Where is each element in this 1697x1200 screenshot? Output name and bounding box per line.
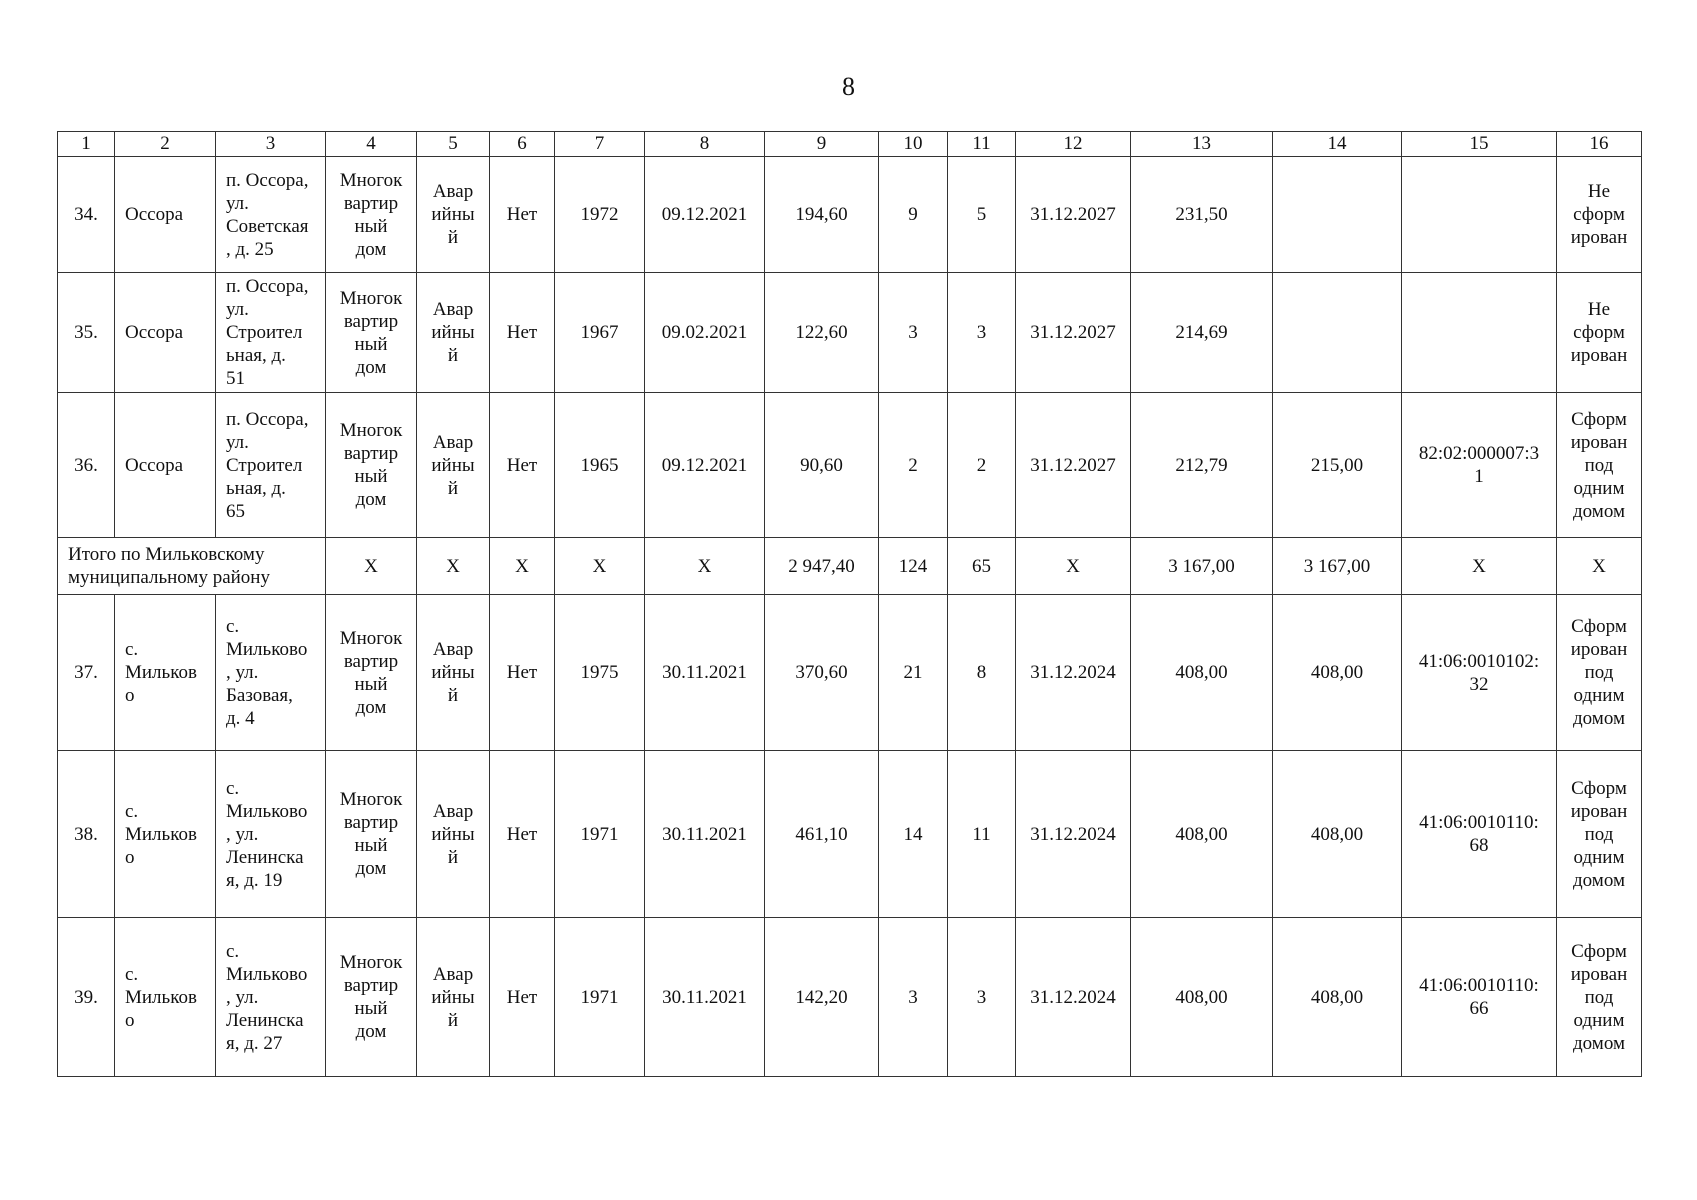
table-cell: Оссора bbox=[115, 273, 216, 393]
column-number-row bbox=[58, 132, 1642, 157]
subtotal-cell: Х bbox=[326, 538, 417, 595]
table-cell: Нет bbox=[490, 595, 555, 751]
table-cell: Не сформ ирован bbox=[1557, 157, 1642, 273]
table-cell: Авар ийны й bbox=[417, 393, 490, 538]
table-cell: Сформ ирован под одним домом bbox=[1557, 918, 1642, 1077]
table-cell: с. Мильков о bbox=[115, 595, 216, 751]
table-cell: 31.12.2027 bbox=[1016, 393, 1131, 538]
subtotal-label: Итого по Мильковскому муниципальному району bbox=[58, 538, 326, 595]
table-cell: 41:06:0010102: 32 bbox=[1402, 595, 1557, 751]
table-cell: Сформ ирован под одним домом bbox=[1557, 393, 1642, 538]
table-cell: 90,60 bbox=[765, 393, 879, 538]
table-cell: Сформ ирован под одним домом bbox=[1557, 751, 1642, 918]
table-cell: п. Оссора, ул. Строител ьная, д. 65 bbox=[216, 393, 326, 538]
table-cell: 231,50 bbox=[1131, 157, 1273, 273]
table-cell: 9 bbox=[879, 157, 948, 273]
table-row bbox=[58, 751, 1642, 918]
table-cell: 1972 bbox=[555, 157, 645, 273]
table-row bbox=[58, 273, 1642, 393]
table-cell: 408,00 bbox=[1273, 918, 1402, 1077]
table-cell: 82:02:000007:3 1 bbox=[1402, 393, 1557, 538]
column-number: 10 bbox=[879, 132, 948, 157]
table-cell: 212,79 bbox=[1131, 393, 1273, 538]
table-cell: с. Мильково , ул. Базовая, д. 4 bbox=[216, 595, 326, 751]
table-cell: 21 bbox=[879, 595, 948, 751]
subtotal-cell: Х bbox=[1016, 538, 1131, 595]
table-cell: Нет bbox=[490, 751, 555, 918]
column-number: 16 bbox=[1557, 132, 1642, 157]
table-cell bbox=[1273, 157, 1402, 273]
subtotal-row bbox=[58, 538, 1642, 595]
column-number: 9 bbox=[765, 132, 879, 157]
table-cell: Авар ийны й bbox=[417, 751, 490, 918]
column-number: 13 bbox=[1131, 132, 1273, 157]
table-cell: 1967 bbox=[555, 273, 645, 393]
table-cell: с. Мильково , ул. Ленинска я, д. 27 bbox=[216, 918, 326, 1077]
subtotal-cell: Х bbox=[490, 538, 555, 595]
table-cell: 41:06:0010110: 68 bbox=[1402, 751, 1557, 918]
subtotal-cell: 3 167,00 bbox=[1273, 538, 1402, 595]
table-cell: Многок вартир ный дом bbox=[326, 751, 417, 918]
subtotal-cell: Х bbox=[645, 538, 765, 595]
table-cell: Нет bbox=[490, 157, 555, 273]
table-cell: 461,10 bbox=[765, 751, 879, 918]
table-cell bbox=[1273, 273, 1402, 393]
subtotal-cell: Х bbox=[1402, 538, 1557, 595]
table-cell: 214,69 bbox=[1131, 273, 1273, 393]
table-cell: п. Оссора, ул. Советская , д. 25 bbox=[216, 157, 326, 273]
table-cell: Многок вартир ный дом bbox=[326, 595, 417, 751]
table-cell: 8 bbox=[948, 595, 1016, 751]
table-cell: 408,00 bbox=[1273, 595, 1402, 751]
table-cell: 09.12.2021 bbox=[645, 393, 765, 538]
table-row bbox=[58, 393, 1642, 538]
table-cell: 30.11.2021 bbox=[645, 595, 765, 751]
column-number: 5 bbox=[417, 132, 490, 157]
table-cell: 3 bbox=[948, 918, 1016, 1077]
table-cell: 3 bbox=[879, 918, 948, 1077]
subtotal-cell: 2 947,40 bbox=[765, 538, 879, 595]
table-cell: 34. bbox=[58, 157, 115, 273]
subtotal-cell: 124 bbox=[879, 538, 948, 595]
table-cell: с. Мильков о bbox=[115, 918, 216, 1077]
table-row bbox=[58, 595, 1642, 751]
table-cell: п. Оссора, ул. Строител ьная, д. 51 bbox=[216, 273, 326, 393]
subtotal-cell: Х bbox=[1557, 538, 1642, 595]
table-cell: Многок вартир ный дом bbox=[326, 918, 417, 1077]
table-cell: 36. bbox=[58, 393, 115, 538]
column-number: 14 bbox=[1273, 132, 1402, 157]
table-cell: 30.11.2021 bbox=[645, 918, 765, 1077]
table-cell: с. Мильков о bbox=[115, 751, 216, 918]
subtotal-cell: 3 167,00 bbox=[1131, 538, 1273, 595]
table-row bbox=[58, 918, 1642, 1077]
column-number: 1 bbox=[58, 132, 115, 157]
table-cell: 35. bbox=[58, 273, 115, 393]
table-cell: 370,60 bbox=[765, 595, 879, 751]
table-cell: Нет bbox=[490, 918, 555, 1077]
column-number: 12 bbox=[1016, 132, 1131, 157]
column-number: 3 bbox=[216, 132, 326, 157]
subtotal-cell: 65 bbox=[948, 538, 1016, 595]
table-cell: 31.12.2024 bbox=[1016, 595, 1131, 751]
table-cell: 1965 bbox=[555, 393, 645, 538]
table-body bbox=[58, 132, 1642, 1077]
table-cell: Оссора bbox=[115, 393, 216, 538]
column-number: 6 bbox=[490, 132, 555, 157]
table-cell: 194,60 bbox=[765, 157, 879, 273]
table-cell: Авар ийны й bbox=[417, 918, 490, 1077]
column-number: 15 bbox=[1402, 132, 1557, 157]
table-row bbox=[58, 157, 1642, 273]
table-cell: 37. bbox=[58, 595, 115, 751]
table-cell: 3 bbox=[879, 273, 948, 393]
column-number: 7 bbox=[555, 132, 645, 157]
table-cell: 2 bbox=[948, 393, 1016, 538]
table-cell: 31.12.2024 bbox=[1016, 918, 1131, 1077]
table-cell: 14 bbox=[879, 751, 948, 918]
table-cell: 31.12.2027 bbox=[1016, 273, 1131, 393]
table-cell: 11 bbox=[948, 751, 1016, 918]
table-cell: 215,00 bbox=[1273, 393, 1402, 538]
table-cell: 408,00 bbox=[1273, 751, 1402, 918]
table-cell: Многок вартир ный дом bbox=[326, 393, 417, 538]
table-cell: 2 bbox=[879, 393, 948, 538]
table-cell: 408,00 bbox=[1131, 751, 1273, 918]
table-cell: Сформ ирован под одним домом bbox=[1557, 595, 1642, 751]
table-cell: Авар ийны й bbox=[417, 595, 490, 751]
table-cell: 408,00 bbox=[1131, 595, 1273, 751]
table-cell: Нет bbox=[490, 273, 555, 393]
table-cell: Многок вартир ный дом bbox=[326, 157, 417, 273]
table-cell: 408,00 bbox=[1131, 918, 1273, 1077]
table-cell: 1975 bbox=[555, 595, 645, 751]
subtotal-cell: Х bbox=[417, 538, 490, 595]
table-cell: Не сформ ирован bbox=[1557, 273, 1642, 393]
table-cell: 39. bbox=[58, 918, 115, 1077]
table-cell: 1971 bbox=[555, 751, 645, 918]
column-number: 4 bbox=[326, 132, 417, 157]
column-number: 8 bbox=[645, 132, 765, 157]
table-cell: 30.11.2021 bbox=[645, 751, 765, 918]
table-cell: 5 bbox=[948, 157, 1016, 273]
column-number: 2 bbox=[115, 132, 216, 157]
table-cell: Нет bbox=[490, 393, 555, 538]
column-number: 11 bbox=[948, 132, 1016, 157]
table-cell: 31.12.2027 bbox=[1016, 157, 1131, 273]
table-cell: с. Мильково , ул. Ленинска я, д. 19 bbox=[216, 751, 326, 918]
table-cell: Многок вартир ный дом bbox=[326, 273, 417, 393]
table-cell: 142,20 bbox=[765, 918, 879, 1077]
table-cell: Оссора bbox=[115, 157, 216, 273]
table-cell: 1971 bbox=[555, 918, 645, 1077]
table-cell: Авар ийны й bbox=[417, 273, 490, 393]
table-cell: Авар ийны й bbox=[417, 157, 490, 273]
subtotal-cell: Х bbox=[555, 538, 645, 595]
table-cell: 31.12.2024 bbox=[1016, 751, 1131, 918]
housing-registry-table bbox=[57, 131, 1642, 1077]
table-cell: 122,60 bbox=[765, 273, 879, 393]
table-cell: 09.02.2021 bbox=[645, 273, 765, 393]
table-cell: 41:06:0010110: 66 bbox=[1402, 918, 1557, 1077]
table-cell bbox=[1402, 273, 1557, 393]
table-cell: 38. bbox=[58, 751, 115, 918]
table-cell bbox=[1402, 157, 1557, 273]
page-number: 8 bbox=[842, 72, 855, 101]
table-cell: 09.12.2021 bbox=[645, 157, 765, 273]
table-cell: 3 bbox=[948, 273, 1016, 393]
